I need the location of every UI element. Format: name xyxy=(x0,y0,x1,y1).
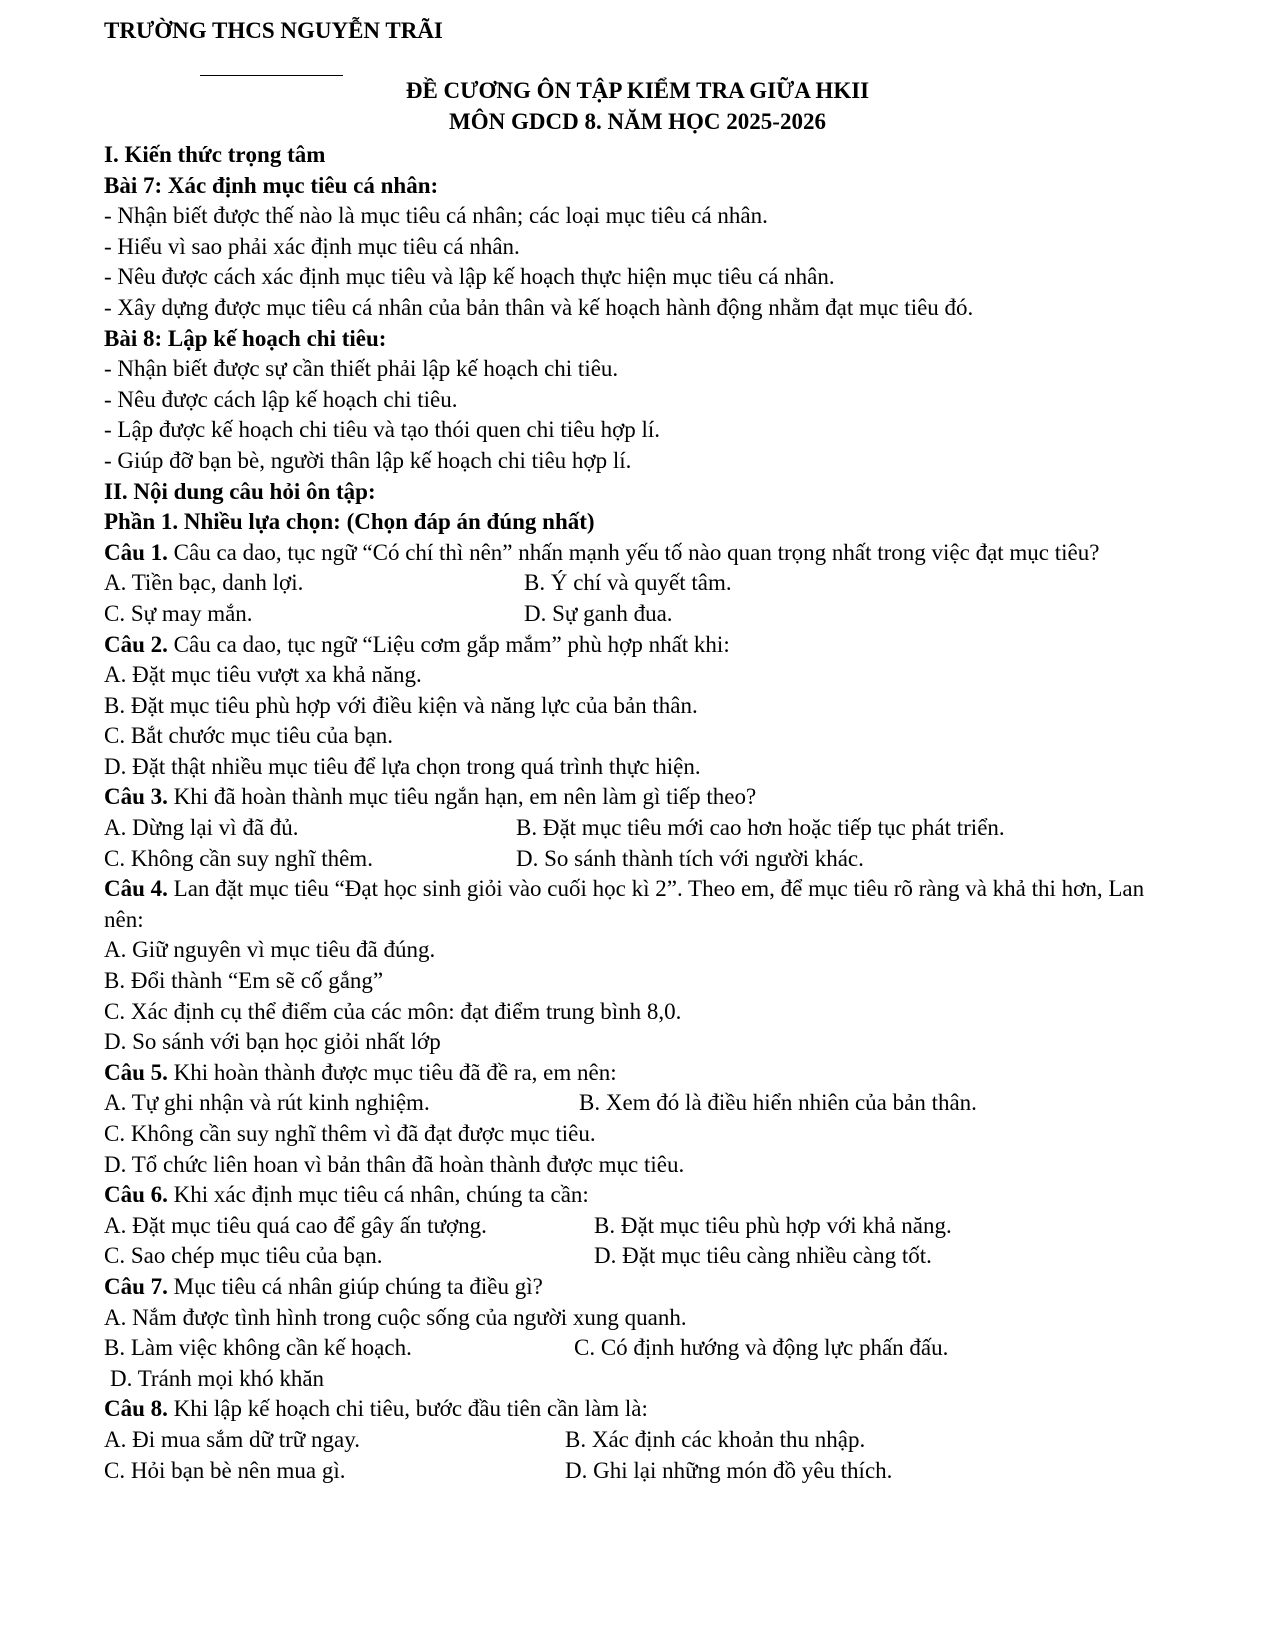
section2-heading: II. Nội dung câu hỏi ôn tập: xyxy=(104,478,376,504)
option: D. So sánh thành tích với người khác. xyxy=(516,845,864,871)
options-row xyxy=(104,1241,1189,1272)
option: B. Ý chí và quyết tâm. xyxy=(524,570,732,596)
question-label: Câu 4. xyxy=(104,876,168,902)
lesson7-item: - Nhận biết được thế nào là mục tiêu cá nhân; các loại mục tiêu cá nhân. xyxy=(104,203,768,229)
part1-heading: Phần 1. Nhiều lựa chọn: (Chọn đáp án đúng nhất) xyxy=(104,509,595,535)
document-title: ĐỀ CƯƠNG ÔN TẬP KIỂM TRA GIỮA HKII xyxy=(405,78,870,103)
option: C. Không cần suy nghĩ thêm. xyxy=(104,845,373,871)
option: A. Đặt mục tiêu vượt xa khả năng. xyxy=(104,662,422,688)
option: B. Xem đó là điều hiển nhiên của bản thân. xyxy=(579,1090,977,1116)
option: B. Đặt mục tiêu phù hợp với khả năng. xyxy=(594,1212,952,1238)
question-text: Mục tiêu cá nhân giúp chúng ta điều gì? xyxy=(167,1273,543,1299)
option: C. Có định hướng và động lực phấn đấu. xyxy=(574,1335,949,1361)
question-label: Câu 5. xyxy=(104,1059,168,1085)
question xyxy=(104,1394,1189,1425)
question-text: Khi lập kế hoạch chi tiêu, bước đầu tiên cần làm là: xyxy=(167,1396,648,1422)
question xyxy=(104,1272,1189,1303)
option: C. Không cần suy nghĩ thêm vì đã đạt được mục tiêu. xyxy=(104,1121,596,1146)
lesson8-item: - Lập được kế hoạch chi tiêu và tạo thói quen chi tiêu hợp lí. xyxy=(104,417,661,443)
school-underline xyxy=(200,75,343,76)
question-label: Câu 3. xyxy=(104,784,168,810)
question-text: Lan đặt mục tiêu “Đạt học sinh giỏi vào cuối học kì 2”. Theo em, để mục tiêu rõ ràng và khả thi hơn, Lan nên: xyxy=(104,876,1145,932)
question-label: Câu 6. xyxy=(104,1182,168,1208)
lesson7-item: - Xây dựng được mục tiêu cá nhân của bản thân và kế hoạch hành động nhằm đạt mục tiêu đó. xyxy=(104,294,974,320)
option: D. Tổ chức liên hoan vì bản thân đã hoàn thành được mục tiêu. xyxy=(104,1151,685,1177)
option: A. Đặt mục tiêu quá cao để gây ấn tượng. xyxy=(104,1212,487,1238)
school-name: TRƯỜNG THCS NGUYỄN TRÃI xyxy=(104,18,443,43)
question-label: Câu 1. xyxy=(104,539,168,565)
lesson7-item: - Hiểu vì sao phải xác định mục tiêu cá nhân. xyxy=(104,233,520,259)
option: A. Tự ghi nhận và rút kinh nghiệm. xyxy=(104,1090,430,1116)
option: C. Sao chép mục tiêu của bạn. xyxy=(104,1243,383,1269)
options-row xyxy=(104,1088,1189,1119)
question xyxy=(104,1058,1189,1089)
question-text: Khi đã hoàn thành mục tiêu ngắn hạn, em nên làm gì tiếp theo? xyxy=(167,784,757,810)
option: D. Đặt mục tiêu càng nhiều càng tốt. xyxy=(594,1243,932,1269)
lesson8-heading: Bài 8: Lập kế hoạch chi tiêu: xyxy=(104,325,387,351)
option: D. Đặt thật nhiều mục tiêu để lựa chọn trong quá trình thực hiện. xyxy=(104,753,701,779)
option: C. Xác định cụ thể điểm của các môn: đạt điểm trung bình 8,0. xyxy=(104,998,682,1024)
lesson7-item: - Nêu được cách xác định mục tiêu và lập kế hoạch thực hiện mục tiêu cá nhân. xyxy=(104,264,835,290)
option: A. Nắm được tình hình trong cuộc sống của người xung quanh. xyxy=(104,1304,687,1330)
options-row xyxy=(104,1333,1189,1364)
option: B. Đặt mục tiêu phù hợp với điều kiện và năng lực của bản thân. xyxy=(104,692,698,718)
options-row xyxy=(104,1211,1189,1242)
lesson8-item: - Giúp đỡ bạn bè, người thân lập kế hoạch chi tiêu hợp lí. xyxy=(104,447,632,473)
lesson7-heading: Bài 7: Xác định mục tiêu cá nhân: xyxy=(104,172,439,198)
option: A. Tiền bạc, danh lợi. xyxy=(104,570,304,596)
lesson8-item: - Nhận biết được sự cần thiết phải lập kế hoạch chi tiêu. xyxy=(104,356,619,382)
question-text: Câu ca dao, tục ngữ “Liệu cơm gắp mắm” phù hợp nhất khi: xyxy=(167,631,730,657)
option: C. Hỏi bạn bè nên mua gì. xyxy=(104,1457,346,1483)
question-label: Câu 8. xyxy=(104,1396,168,1422)
option: B. Làm việc không cần kế hoạch. xyxy=(104,1335,412,1361)
options-row xyxy=(104,844,1189,875)
question xyxy=(104,538,1189,569)
option: D. Tránh mọi khó khăn xyxy=(110,1365,325,1391)
option: C. Sự may mắn. xyxy=(104,600,253,626)
option: D. Sự ganh đua. xyxy=(524,600,673,626)
option: B. Đặt mục tiêu mới cao hơn hoặc tiếp tục phát triển. xyxy=(516,815,1005,841)
lesson8-item: - Nêu được cách lập kế hoạch chi tiêu. xyxy=(104,386,458,412)
question-label: Câu 7. xyxy=(104,1273,168,1299)
options-row xyxy=(104,568,1189,599)
option: A. Dừng lại vì đã đủ. xyxy=(104,815,299,841)
options-row xyxy=(104,813,1189,844)
section1-heading: I. Kiến thức trọng tâm xyxy=(104,142,326,167)
question-text: Câu ca dao, tục ngữ “Có chí thì nên” nhấn mạnh yếu tố nào quan trọng nhất trong việc đạt mục tiêu? xyxy=(167,539,1100,565)
options-row xyxy=(104,1425,1189,1456)
question xyxy=(104,782,1189,813)
document-body xyxy=(104,140,1189,1486)
question xyxy=(104,630,1189,661)
option: D. So sánh với bạn học giỏi nhất lớp xyxy=(104,1029,441,1055)
question-text: Khi hoàn thành được mục tiêu đã đề ra, em nên: xyxy=(167,1059,617,1085)
options-row xyxy=(104,1456,1189,1487)
options-row xyxy=(104,599,1189,630)
question xyxy=(104,1180,1189,1211)
option: A. Đi mua sắm dữ trữ ngay. xyxy=(104,1426,360,1452)
option: B. Đổi thành “Em sẽ cố gắng” xyxy=(104,968,384,994)
option: A. Giữ nguyên vì mục tiêu đã đúng. xyxy=(104,937,436,963)
option: B. Xác định các khoản thu nhập. xyxy=(565,1426,866,1452)
question-text: Khi xác định mục tiêu cá nhân, chúng ta cần: xyxy=(167,1182,589,1208)
option: C. Bắt chước mục tiêu của bạn. xyxy=(104,723,394,749)
document-subtitle: MÔN GDCD 8. NĂM HỌC 2025-2026 xyxy=(449,109,826,134)
question xyxy=(104,874,1189,935)
question-label: Câu 2. xyxy=(104,631,168,657)
option: D. Ghi lại những món đồ yêu thích. xyxy=(565,1457,893,1483)
